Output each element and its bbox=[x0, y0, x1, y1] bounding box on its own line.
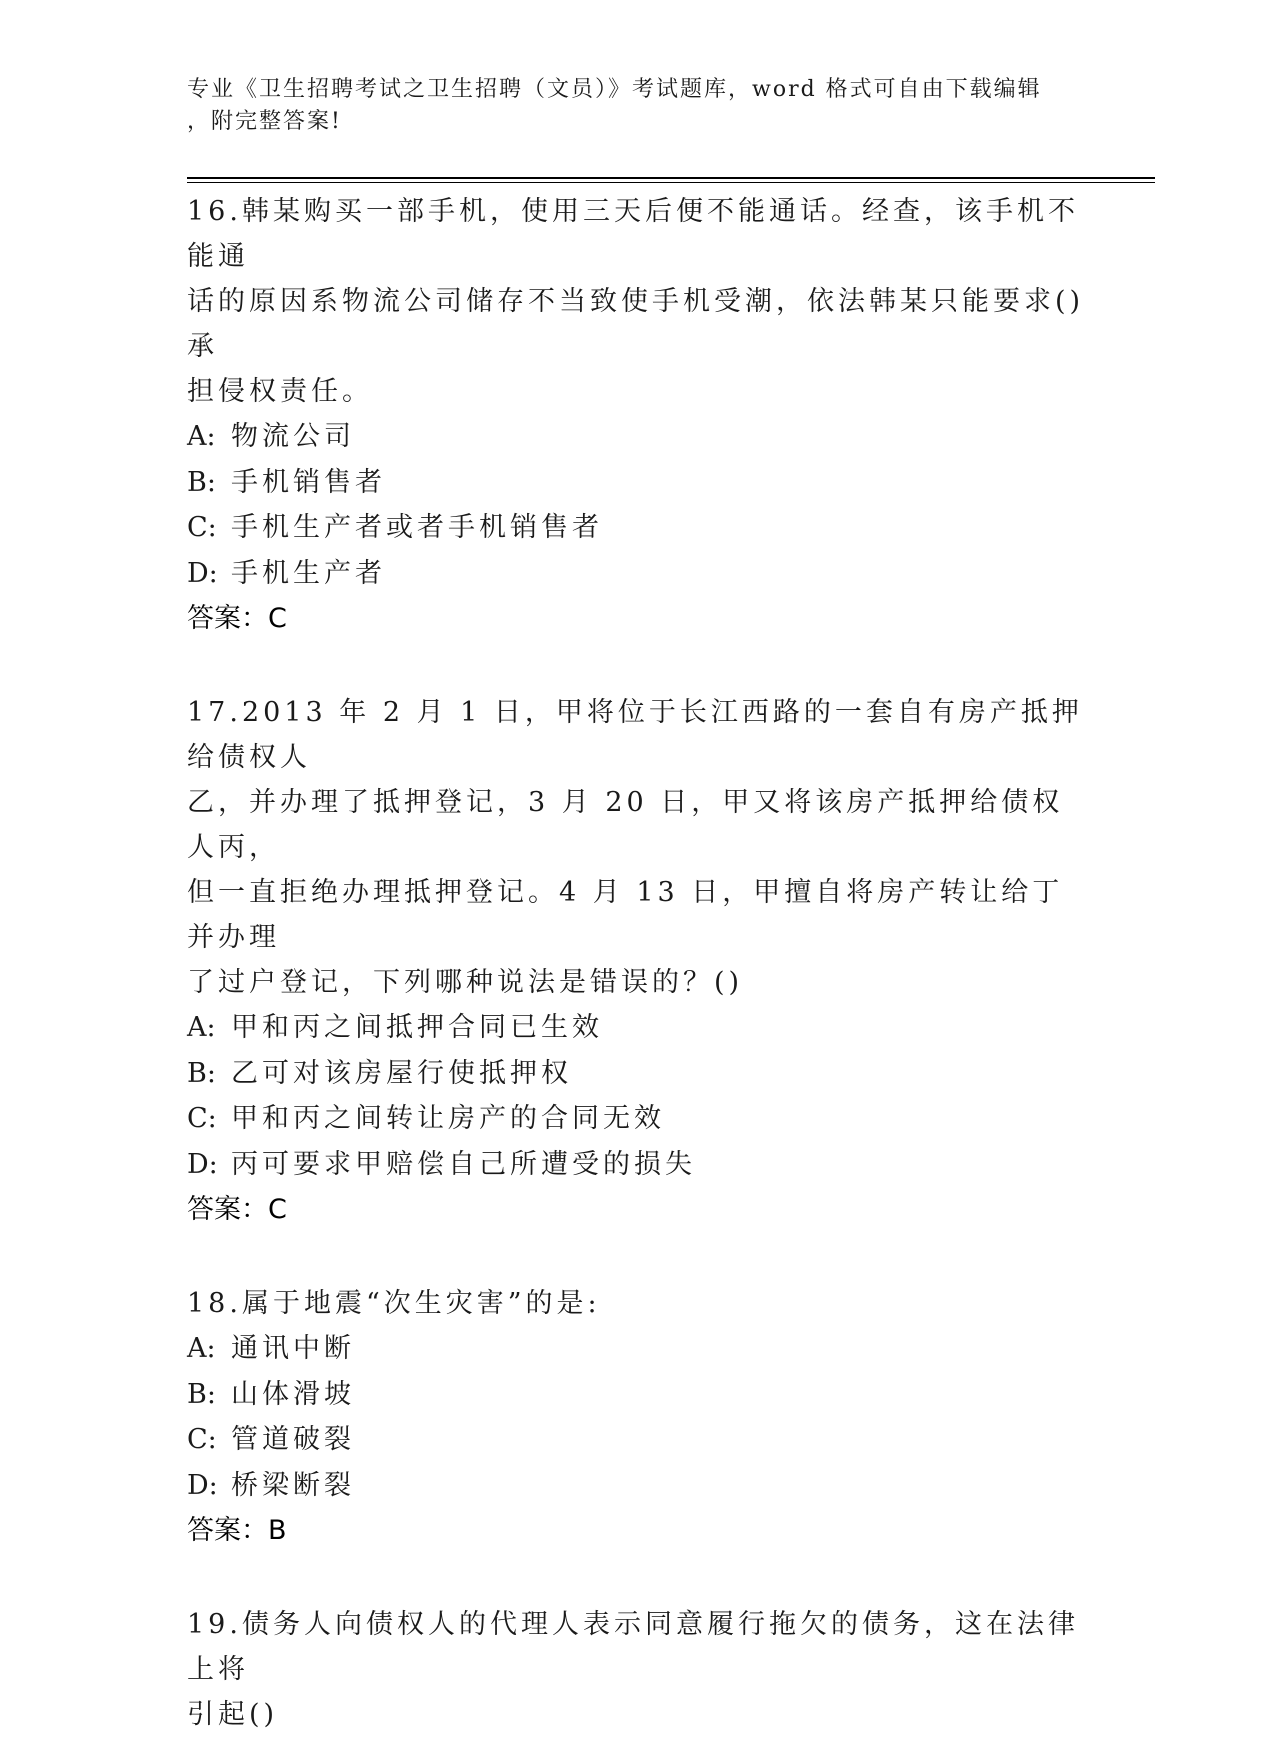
option-c bbox=[187, 1417, 1087, 1463]
question-line: 但一直拒绝办理抵押登记。4 月 13 日，甲擅自将房产转让给丁并办理 bbox=[187, 877, 1064, 953]
question-line: 话的原因系物流公司储存不当致使手机受潮，依法韩某只能要求()承 bbox=[187, 286, 1085, 362]
option-c bbox=[187, 505, 1087, 551]
option-text: 手机销售者 bbox=[231, 466, 386, 498]
question-16 bbox=[187, 189, 1087, 641]
option-text: 物流公司 bbox=[231, 421, 355, 452]
question-text bbox=[187, 1602, 1087, 1737]
question-spacer bbox=[187, 641, 1087, 690]
option-text: 丙可要求甲赔偿自己所遭受的损失 bbox=[231, 1148, 696, 1180]
option-b bbox=[187, 460, 1087, 506]
question-18 bbox=[187, 1281, 1087, 1553]
question-text bbox=[187, 189, 1087, 414]
header-divider-thin bbox=[187, 182, 1155, 183]
question-text bbox=[187, 1281, 1087, 1326]
question-line: 了过户登记，下列哪种说法是错误的？() bbox=[187, 967, 744, 998]
answer-line: 答案：B bbox=[187, 1515, 287, 1546]
question-text bbox=[187, 690, 1087, 1005]
question-list bbox=[187, 189, 1087, 1737]
option-d bbox=[187, 1142, 1087, 1188]
option-letter: B: bbox=[187, 1378, 216, 1410]
option-text: 手机生产者 bbox=[231, 557, 386, 589]
question-17 bbox=[187, 690, 1087, 1232]
option-letter: B: bbox=[187, 466, 216, 498]
option-text: 手机生产者或者手机销售者 bbox=[231, 512, 603, 543]
option-text: 甲和丙之间抵押合同已生效 bbox=[231, 1012, 603, 1043]
option-d bbox=[187, 551, 1087, 597]
option-c bbox=[187, 1096, 1087, 1142]
option-text: 管道破裂 bbox=[231, 1424, 355, 1455]
option-a bbox=[187, 1326, 1087, 1372]
answer-line: 答案：C bbox=[187, 1194, 287, 1225]
question-line: 16.韩某购买一部手机，使用三天后便不能通话。经查，该手机不能通 bbox=[187, 196, 1079, 272]
option-letter: C: bbox=[187, 512, 217, 543]
question-spacer bbox=[187, 1553, 1087, 1602]
question-line: 乙，并办理了抵押登记，3 月 20 日，甲又将该房产抵押给债权人丙， bbox=[187, 787, 1064, 863]
option-d bbox=[187, 1463, 1087, 1509]
option-text: 山体滑坡 bbox=[231, 1378, 355, 1410]
option-text: 通讯中断 bbox=[231, 1333, 355, 1364]
option-letter: C: bbox=[187, 1424, 217, 1455]
option-letter: D: bbox=[187, 1148, 218, 1180]
option-letter: A: bbox=[187, 1333, 216, 1364]
question-line: 17.2013 年 2 月 1 日，甲将位于长江西路的一套自有房产抵押给债权人 bbox=[187, 697, 1083, 773]
question-line: 18.属于地震“次生灾害”的是: bbox=[187, 1288, 601, 1319]
question-line: 引起() bbox=[187, 1699, 279, 1730]
option-letter: A: bbox=[187, 421, 216, 452]
option-a bbox=[187, 414, 1087, 460]
option-letter: A: bbox=[187, 1012, 216, 1043]
answer-line: 答案：C bbox=[187, 603, 287, 634]
header-line-2: ，附完整答案! bbox=[187, 109, 342, 134]
header-divider-thick bbox=[187, 177, 1155, 179]
option-letter: B: bbox=[187, 1057, 216, 1089]
document-header bbox=[187, 74, 1077, 138]
option-text: 桥梁断裂 bbox=[231, 1469, 355, 1501]
option-letter: D: bbox=[187, 1469, 218, 1501]
question-line: 19.债务人向债权人的代理人表示同意履行拖欠的债务，这在法律上将 bbox=[187, 1609, 1079, 1685]
header-line-1: 专业《卫生招聘考试之卫生招聘（文员）》考试题库，word 格式可自由下载编辑 bbox=[187, 77, 1042, 102]
option-text: 甲和丙之间转让房产的合同无效 bbox=[231, 1103, 665, 1134]
question-19 bbox=[187, 1602, 1087, 1737]
option-letter: D: bbox=[187, 557, 218, 589]
option-text: 乙可对该房屋行使抵押权 bbox=[231, 1057, 572, 1089]
option-b bbox=[187, 1051, 1087, 1097]
question-line: 担侵权责任。 bbox=[187, 376, 373, 407]
option-a bbox=[187, 1005, 1087, 1051]
option-letter: C: bbox=[187, 1103, 217, 1134]
question-spacer bbox=[187, 1232, 1087, 1281]
option-b bbox=[187, 1372, 1087, 1418]
